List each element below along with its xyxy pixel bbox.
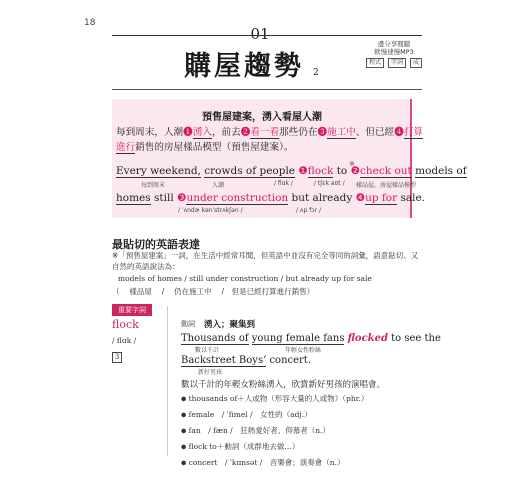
gloss-thousands: 數以千計 [195,347,220,354]
zh-text: 、但已經 [355,127,395,138]
vocab-list-text: flock to＋動詞（成群地去做…） [188,442,300,451]
zh-marker: ❹ [394,127,404,138]
sentence-text: to see the [387,333,441,344]
zh-keyword: 湧入 [192,127,212,138]
sentence-keyword: flocked [347,333,388,344]
section-title: 最貼切的英語表達 [112,238,200,251]
example-sentence-line-2 [181,355,311,366]
vocab-list-text: thousands of＋人或物（形容大量的人或物）（phr.） [188,394,369,403]
vocab-list-item: ● thousands of＋人或物（形容大量的人或物）（phr.） [181,394,369,403]
vocab-tag: 重要字詞 [112,304,152,316]
vocab-number: 3 [112,352,122,363]
en-phrase: models of [415,165,467,177]
english-passage-line-1 [116,165,467,177]
title-rule [112,89,422,90]
en-keyword: flock [307,165,334,177]
en-text: but already [288,192,356,204]
zh-keyword: 看一看 [250,127,280,138]
badge-line-2: 軟慢速慢MP3 [374,48,414,56]
sentence-translation: 數以千計的年輕女粉絲湧入，欣賞新好男孩的演唱會。 [181,380,386,390]
en-marker: ❸ [177,192,187,204]
vocab-list-item: ● flock to＋動詞（成群地去做…） [181,442,300,451]
zh-marker: ❸ [317,127,328,138]
badge-box: 成 [410,58,422,68]
example-chinese: （ 樣品屋 / 仍在施工中 / 但是已經打算進行銷售） [112,287,315,296]
sentence-text: concert. [266,355,312,366]
vocab-list-item: ● concert / ˈkɑnsət / 音樂會；演奏會（n.） [181,458,345,467]
gloss-backstreet-boys: 新好男孩 [198,369,223,376]
part-of-speech: 動詞 [181,320,195,328]
section-note: ※「預售屋建案」一詞，在生活中經常耳聞，但英語中並沒有完全等同的詞彙，語意貼切、又自然的英語說法為： [112,251,419,271]
en-marker: ❷ [350,165,361,177]
en-text: to [333,165,351,177]
vocab-definition: 湧入；聚集到 [204,320,256,330]
zh-marker: ❷ [240,127,251,138]
en-marker: ❶ [298,165,308,177]
chapter-title: 購屋趨勢 [184,51,304,82]
vocab-word: flock [112,318,139,331]
en-phrase: Every weekend, [116,165,201,177]
en-text: sale. [397,192,426,204]
en-phrase: homes [116,192,151,204]
zh-keyword: 打算 [403,127,423,138]
chinese-passage-line-1 [116,126,423,140]
example-sentence-line-1 [181,333,441,344]
vocab-list-text: female / ˈfimel / 女性的（adj.） [188,410,312,419]
chinese-passage-line-2 [116,141,293,155]
sentence-phrase: Thousands of [181,333,249,344]
vocab-pronunciation: / flɑk / [112,336,137,345]
gloss-young-fans: 年輕女性粉絲 [285,347,322,354]
vocab-list-item: ● female / ˈfimel / 女性的（adj.） [181,410,312,419]
sentence-phrase: young female fans [251,333,345,344]
example-english: models of homes / still under construction / but already up for sale [118,274,372,283]
en-phrase: crowds of people [204,165,296,177]
zh-text: 每到周末，人潮 [116,127,184,138]
gloss-crowds: 人潮 [212,182,225,189]
chapter-number: 01 [250,25,270,43]
gloss-every-weekend: 每到周末 [141,182,166,189]
note-star: ※ [349,160,355,168]
en-keyword: check out [360,165,412,177]
audio-badge [356,40,432,68]
zh-text: 那些仍在 [279,127,318,138]
vocab-divider [167,306,168,456]
badge-box: 字詞 [388,58,406,68]
sentence-phrase: Backstreet Boys’ [181,355,267,366]
gloss-under-construction: / ˈʌndɚ kənˈstrʌkʃən / [178,207,243,214]
zh-keyword: 進行 [116,142,136,153]
chapter-subnumber: 2 [313,68,319,78]
zh-text: 銷售的房屋樣品模型（預售屋建案）。 [135,142,294,153]
badge-boxes [356,58,432,68]
zh-marker: ❶ [183,127,193,138]
zh-text: ，前去 [211,127,241,138]
gloss-up-for: / ʌp fɔr / [296,207,321,214]
zh-keyword: 施工中 [327,127,356,138]
chapter-rule [112,35,422,36]
gloss-check-out: / tʃɛk aʊt / [314,180,345,187]
vocab-list-item: ● fan / fæn / 狂熱愛好者、仰慕者（n.） [181,426,330,435]
english-passage-line-2 [116,192,425,204]
en-keyword: under construction [186,192,289,204]
box-heading: 預售屋建案，湧入看屋人潮 [202,112,322,123]
vocab-list-text: fan / fæn / 狂熱愛好者、仰慕者（n.） [188,426,330,435]
badge-line-1: 邊分享閱聽 [377,40,411,48]
page-number: 18 [84,18,96,28]
vocab-list-text: concert / ˈkɑnsət / 音樂會；演奏會（n.） [188,458,345,467]
badge-box: 程式 [366,58,384,68]
en-keyword: up for [365,192,398,204]
gloss-models: 樣品屋，房屋樣品模型 [356,182,417,189]
en-marker: ❹ [355,192,366,204]
en-text: still [150,192,178,204]
gloss-flock: / flɑk / [274,180,293,187]
